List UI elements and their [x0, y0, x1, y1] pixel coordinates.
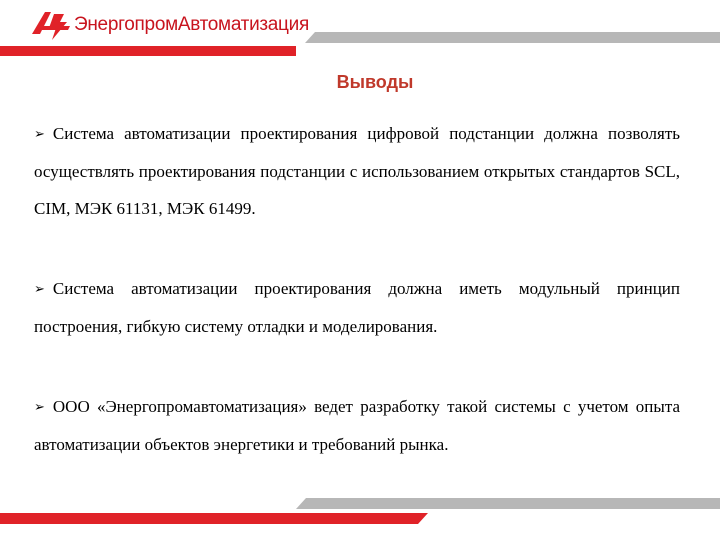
company-logo: [30, 8, 330, 42]
bullet-list: [34, 115, 680, 463]
arrow-bullet-icon: ➢: [34, 282, 45, 297]
bullet-text: Система автоматизации проектирования должна иметь модульный принцип построения, гибкую систему отладки и моделирования.: [34, 279, 680, 336]
logo-text: ЭнергопромАвтоматизация: [74, 14, 309, 35]
footer-gray-bar: [296, 498, 720, 509]
slide-title: Выводы: [336, 72, 414, 92]
bullet-item: [34, 115, 680, 227]
bullet-text: Система автоматизации проектирования цифровой подстанции должна позволять осуществлять проектирования подстанции с использованием открытых стандартов SCL, CIM, МЭК 61131, МЭК 61499.: [34, 124, 680, 218]
bullet-text: ООО «Энергопромавтоматизация» ведет разработку такой системы с учетом опыта автоматизации объектов энергетики и требований рынка.: [34, 397, 680, 454]
bullet-item: [34, 388, 680, 463]
header: [0, 0, 720, 64]
footer-red-bar: [0, 513, 428, 524]
arrow-bullet-icon: ➢: [34, 127, 45, 142]
header-gray-bar: [305, 32, 720, 43]
logo-mark-icon: [30, 8, 72, 42]
arrow-bullet-icon: ➢: [34, 400, 45, 415]
bullet-item: [34, 270, 680, 345]
header-red-bar: [0, 46, 296, 56]
